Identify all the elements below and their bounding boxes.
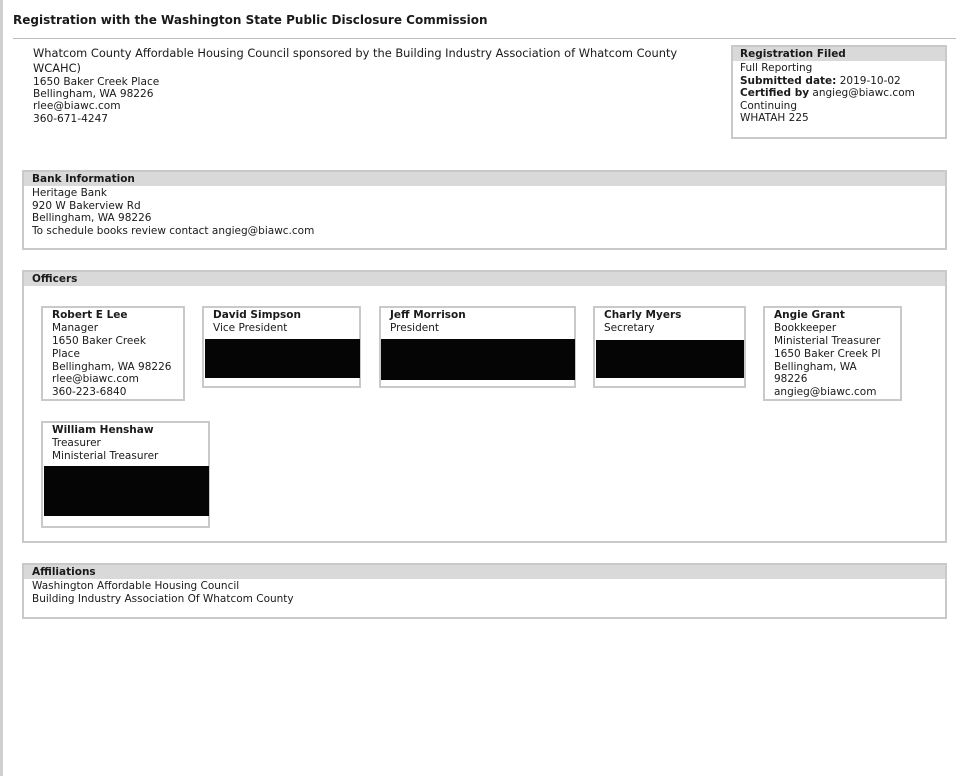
redaction-bar [381,339,575,380]
officer-title: President [390,322,439,335]
bank-header: Bank Information [24,172,945,186]
affiliation-item: Building Industry Association Of Whatcom County [32,592,294,605]
officer-card [41,306,185,401]
submitted-date-label: Submitted date: [740,74,837,87]
officer-address-line1: 1650 Baker Creek Pl [774,347,881,360]
organization-address-line1: 1650 Baker Creek Place [33,76,160,88]
bank-information-box [22,170,947,250]
officer-phone: 360-223-6840 [52,386,127,399]
officer-address-line2: Bellingham, WA 98226 [52,360,172,373]
officer-name: Robert E Lee [52,309,128,321]
affiliations-box [22,563,947,619]
officer-email: rlee@biawc.com [52,373,139,386]
affiliation-item: Washington Affordable Housing Council [32,580,240,592]
bank-note: To schedule books review contact angieg@biawc.com [32,224,315,237]
officer-address-line1: 1650 Baker Creek Place [52,335,146,360]
officer-name: Charly Myers [604,309,682,321]
certified-by-label: Certified by [740,87,810,100]
certified-by-value: angieg@biawc.com [812,87,915,100]
officer-name: David Simpson [213,309,301,321]
officer-email: angieg@biawc.com [774,386,877,399]
registration-header: Registration Filed [733,47,945,61]
redaction-bar [205,339,360,378]
registration-status: Continuing [740,99,797,112]
submitted-date-row [740,75,937,88]
certified-by-row [740,87,937,100]
officer-title: Manager [52,322,99,335]
redaction-bar [44,466,209,516]
officer-name: Jeff Morrison [390,309,466,321]
redaction-bar [596,340,744,378]
organization-address-line2: Bellingham, WA 98226 [33,88,154,101]
page-title: Registration with the Washington State Public Disclosure Commission [13,13,488,27]
officer-title: Vice President [213,322,288,335]
officer-title-secondary: Ministerial Treasurer [52,450,159,462]
officer-address-line2: Bellingham, WA 98226 [774,360,857,386]
organization-name: Whatcom County Affordable Housing Council sponsored by the Building Industry Association of Whatcom County WCAHC) [33,46,678,75]
affiliations-header: Affiliations [24,565,945,579]
filer-id: WHATAH 225 [740,112,809,125]
bank-address-line2: Bellingham, WA 98226 [32,212,152,225]
title-divider [13,38,956,39]
organization-phone: 360-671-4247 [33,112,109,125]
officers-header: Officers [24,272,945,286]
officer-card [763,306,902,401]
left-edge-rule [0,0,3,776]
submitted-date-value: 2019-10-02 [839,74,901,87]
officer-title-secondary: Ministerial Treasurer [774,335,881,347]
organization-email: rlee@biawc.com [33,100,121,113]
bank-name: Heritage Bank [32,187,107,199]
officer-title: Bookkeeper [774,322,837,335]
reporting-type: Full Reporting [740,62,813,74]
officer-name: Angie Grant [774,309,845,321]
officer-title: Treasurer [52,437,101,450]
officer-name: William Henshaw [52,424,154,436]
bank-address-line1: 920 W Bakerview Rd [32,199,141,212]
organization-info [33,46,723,125]
officer-title: Secretary [604,322,655,335]
registration-filed-box [731,45,947,139]
